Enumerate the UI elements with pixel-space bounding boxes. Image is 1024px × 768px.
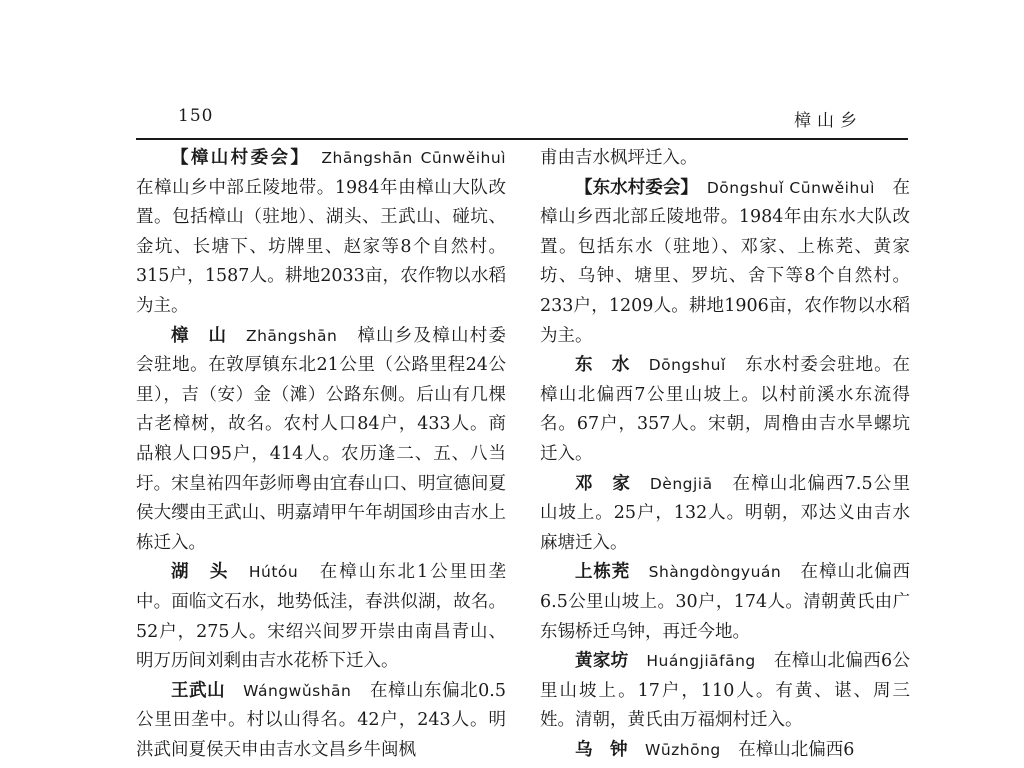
entry-pinyin: Dèngjiā [649, 474, 713, 493]
entry-wuzhong [540, 736, 910, 766]
entry-heading: 上栋茺 [575, 562, 631, 583]
entry-pinyin: Wūzhōng [645, 740, 721, 759]
entry-body: 在樟山北偏西6 [738, 739, 855, 760]
entry-pinyin: Shàngdòngyuán [648, 563, 782, 582]
entry-dongshui [540, 351, 910, 469]
entry-pinyin: Dōngshuǐ [648, 356, 726, 375]
entry-body: 在樟山北偏西6公里山坡上。17户，110人。有黄、谌、周三姓。清朝，黄氏由万福炯村迁入。 [540, 651, 911, 731]
entry-pinyin: Zhāngshān Cūnwěihuì [321, 149, 507, 167]
entry-body: 在樟山东北1公里田垄中。面临文石水，地势低洼，春洪似湖，故名。52户，275人。宋绍兴间罗开崇由南昌青山、明万历间刘剩由吉水花桥下迁入。 [136, 562, 507, 672]
entry-heading: 邓 家 [575, 473, 632, 494]
entry-body: 在樟山北偏西6.5公里山坡上。30户，174人。清朝黄氏由广东锡桥迁乌钟，再迁今地。 [540, 562, 911, 642]
entry-body: 在樟山乡中部丘陵地带。1984年由樟山大队改置。包括樟山（驻地）、湖头、王武山、碰坑、金坑、长塘下、坊牌里、赵家等8个自然村。315户，1587人。耕地2033亩，农作物以水稻为主。 [136, 177, 506, 316]
entry-zhangshan-village-committee [136, 144, 506, 322]
entry-zhangshan [136, 322, 506, 559]
page-number: 150 [178, 106, 214, 126]
entry-body: 在樟山乡西北部丘陵地带。1984年由东水大队改置。包括东水（驻地）、邓家、上栋茺、黄家坊、乌钟、塘里、罗坑、舍下等8个自然村。233户，1209人。耕地1906亩，农作物以水稻为主。 [540, 177, 911, 346]
entry-body: 在樟山北偏西7.5公里山坡上。25户，132人。明朝，邓达义由吉水麻塘迁入。 [540, 473, 911, 553]
running-head: 樟山乡 [794, 111, 863, 131]
entry-pinyin: Hútóu [248, 563, 299, 582]
entry-hutou [136, 558, 506, 676]
entry-heading: 黄家坊 [575, 651, 629, 672]
left-column [136, 144, 506, 765]
entry-heading: 东 水 [575, 355, 631, 376]
continuation-text: 甫由吉水枫坪迁入。 [540, 148, 698, 168]
entry-huangjiafang [540, 647, 910, 736]
entry-heading: 樟 山 [171, 325, 228, 346]
entry-dongshui-village-committee [540, 174, 910, 352]
entry-shangdongyuan [540, 558, 910, 647]
entry-pinyin: Huángjiāfāng [646, 652, 756, 671]
entry-pinyin: Wángwǔshān [243, 681, 352, 700]
entry-heading: 【樟山村委会】 [171, 148, 302, 168]
header-rule [136, 138, 908, 140]
entry-heading: 乌 钟 [575, 739, 628, 760]
entry-heading: 【东水村委会】 [575, 177, 690, 198]
entry-body: 在樟山东偏北0.5公里田垄中。村以山得名。42户，243人。明洪武间夏侯天申由吉水文昌乡牛闽枫 [136, 680, 507, 760]
entry-wangwushan [136, 677, 506, 766]
right-column [540, 144, 910, 765]
entry-dengjia [540, 470, 910, 559]
entry-heading: 湖 头 [171, 562, 230, 583]
entry-pinyin: Dōngshuǐ Cūnwěihuì [706, 178, 875, 197]
entry-pinyin: Zhāngshān [245, 326, 338, 345]
entry-body: 东水村委会驻地。在樟山北偏西7公里山坡上。以村前溪水东流得名。67户，357人。宋朝，周橹由吉水旱螺坑迁入。 [540, 355, 911, 464]
entry-body: 樟山乡及樟山村委会驻地。在敦厚镇东北21公里（公路里程24公里），吉（安）金（滩）公路东侧。后山有几棵古老樟树，故名。农村人口84户，433人。商品粮人口95户，414人。农历逢二、五、八当圩。宋皇祐四年彭师粤由宜春山口、明宣德间夏侯大缨由王武山、明嘉靖甲午年胡国珍由吉水上栋迁入。 [136, 325, 507, 553]
entry-heading: 王武山 [171, 680, 226, 701]
